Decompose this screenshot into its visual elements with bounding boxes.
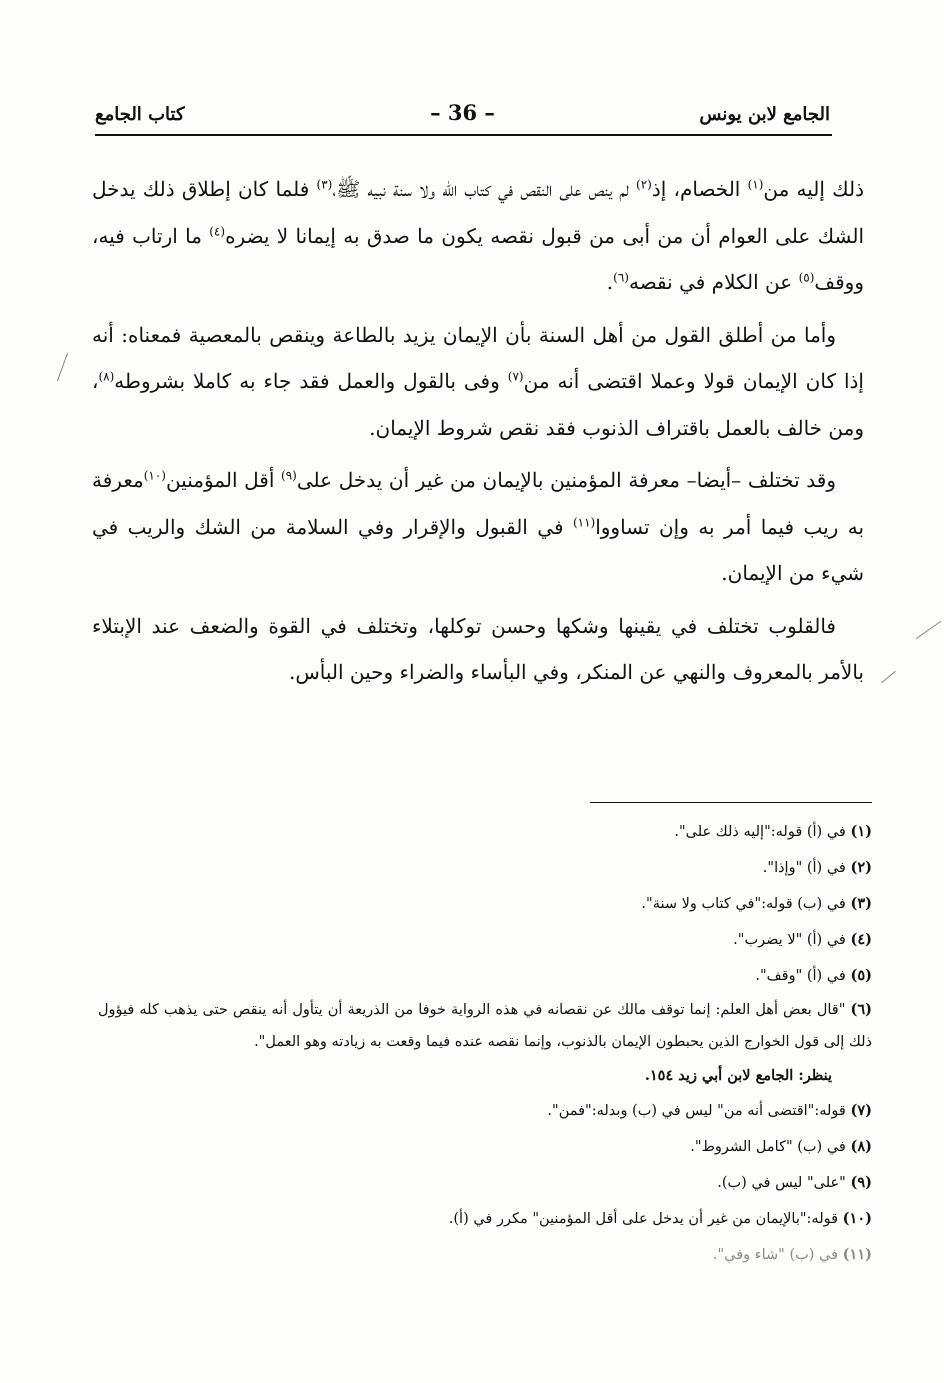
footnote-ref-11[interactable]: (١١): [572, 514, 596, 529]
footnote-4: (٤) في (أ) "لا يضرب".: [733, 931, 872, 948]
footnote-10: (١٠) قوله:"بالإيمان من غير أن يدخل على أقل المؤمنين" مكرر في (أ).: [448, 1210, 872, 1227]
running-header: [95, 100, 830, 132]
footnote-ref-10[interactable]: (١٠): [143, 468, 166, 483]
page-number: – 36 –: [430, 100, 495, 125]
scan-mark: [916, 621, 941, 639]
scan-mark: [881, 671, 895, 683]
footnote-1: (١) في (أ) قوله:"إليه ذلك على".: [674, 823, 872, 840]
footnote-6-source: ينظر: الجامع لابن أبي زيد ١٥٤.: [644, 1067, 832, 1084]
footnote-ref-9[interactable]: (٩): [281, 468, 297, 483]
footnote-11: (١١) في (ب) "شاء وفي".: [712, 1246, 872, 1263]
footnote-7: (٧) قوله:"اقتضى أنه من" ليس في (ب) وبدله:"فمن".: [547, 1102, 872, 1119]
book-title: الجامع لابن يونس: [699, 104, 830, 125]
footnote-2: (٢) في (أ) "وإذا".: [762, 859, 872, 876]
footnote-5: (٥) في (أ) "وقف".: [755, 967, 872, 984]
footnote-ref-4[interactable]: (٤): [209, 223, 226, 238]
section-title: كتاب الجامع: [95, 104, 185, 125]
paragraph-2: وأما من أطلق القول من أهل السنة بأن الإيمان يزيد بالطاعة وينقص بالمعصية فمعناه: أنه إذا كان الإيمان قولا وعملا اقتضى أنه من$^{(٧)}$ وفى بالقول والعمل فقد جاء به كاملا بشروطه$^{(٨)}$، ومن خالف بالعمل باقتراف الذنوب فقد نقص شروط الإيمان.: [92, 322, 864, 440]
paragraph-1: ذلك إليه من$^{(١)}$ الخصام، إذ$^{(٢)}$ لم ينص على النقص في كتاب الله ولا سنة نبيه ﷺ،$^{(٣)}$ فلما كان إطلاق ذلك يدخل الشك على العوام أن من أبى من قبول نقصه يكون ما صدق به إيمانا لا يضره$^{(٤)}$ ما ارتاب فيه، ووقف$^{(٥)}$ عن الكلام في نقصه$^{(٦)}$.: [92, 177, 865, 294]
footnote-ref-8[interactable]: (٨): [98, 369, 115, 384]
footnote-ref-7[interactable]: (٧): [507, 369, 524, 384]
footnote-ref-1[interactable]: (١): [747, 177, 764, 192]
scan-mark: [57, 353, 68, 382]
footnote-9: (٩) "على" ليس في (ب).: [717, 1174, 872, 1191]
footnote-8: (٨) في (ب) "كامل الشروط".: [690, 1138, 872, 1155]
footnote-3: (٣) في (ب) قوله:"في كتاب ولا سنة".: [641, 895, 872, 912]
header-divider: [95, 134, 832, 136]
main-text: [92, 166, 864, 702]
paragraph-4: فالقلوب تختلف في يقينها وشكها وحسن توكلها، وتختلف في القوة والضعف عند الإبتلاء بالأمر بالمعروف والنهي عن المنكر، وفي البأساء والضراء وحين البأس.: [92, 613, 864, 684]
paragraph-3: وقد تختلف –أيضا– معرفة المؤمنين بالإيمان من غير أن يدخل على$^{(٩)}$ أقل المؤمنين$^{(١٠)}$معرفة به ريب فيما أمر به وإن تساووا$^{(١١)}$ في القبول والإقرار وفي السلامة من الشك والريب في شيء من الإيمان.: [92, 468, 865, 585]
footnote-divider: [590, 802, 872, 803]
footnote-ref-3[interactable]: (٣): [316, 177, 333, 192]
footnote-ref-6[interactable]: (٦): [613, 270, 629, 285]
footnote-ref-2[interactable]: (٢): [636, 177, 652, 192]
footnotes: [98, 814, 872, 1273]
footnote-ref-5[interactable]: (٥): [798, 270, 815, 285]
footnote-6: (٦) "قال بعض أهل العلم: إنما توقف مالك عن نقصانه في هذه الرواية خوفا من الذريعة أن يتأول أنه ينقص حتى يذهب كله فيؤول ذلك إلى قول الخوارج الذين يحبطون الإيمان بالذنوب، وإنما نقصه عنده فيما وقعت به زيادته وهو العمل".: [98, 1001, 872, 1050]
